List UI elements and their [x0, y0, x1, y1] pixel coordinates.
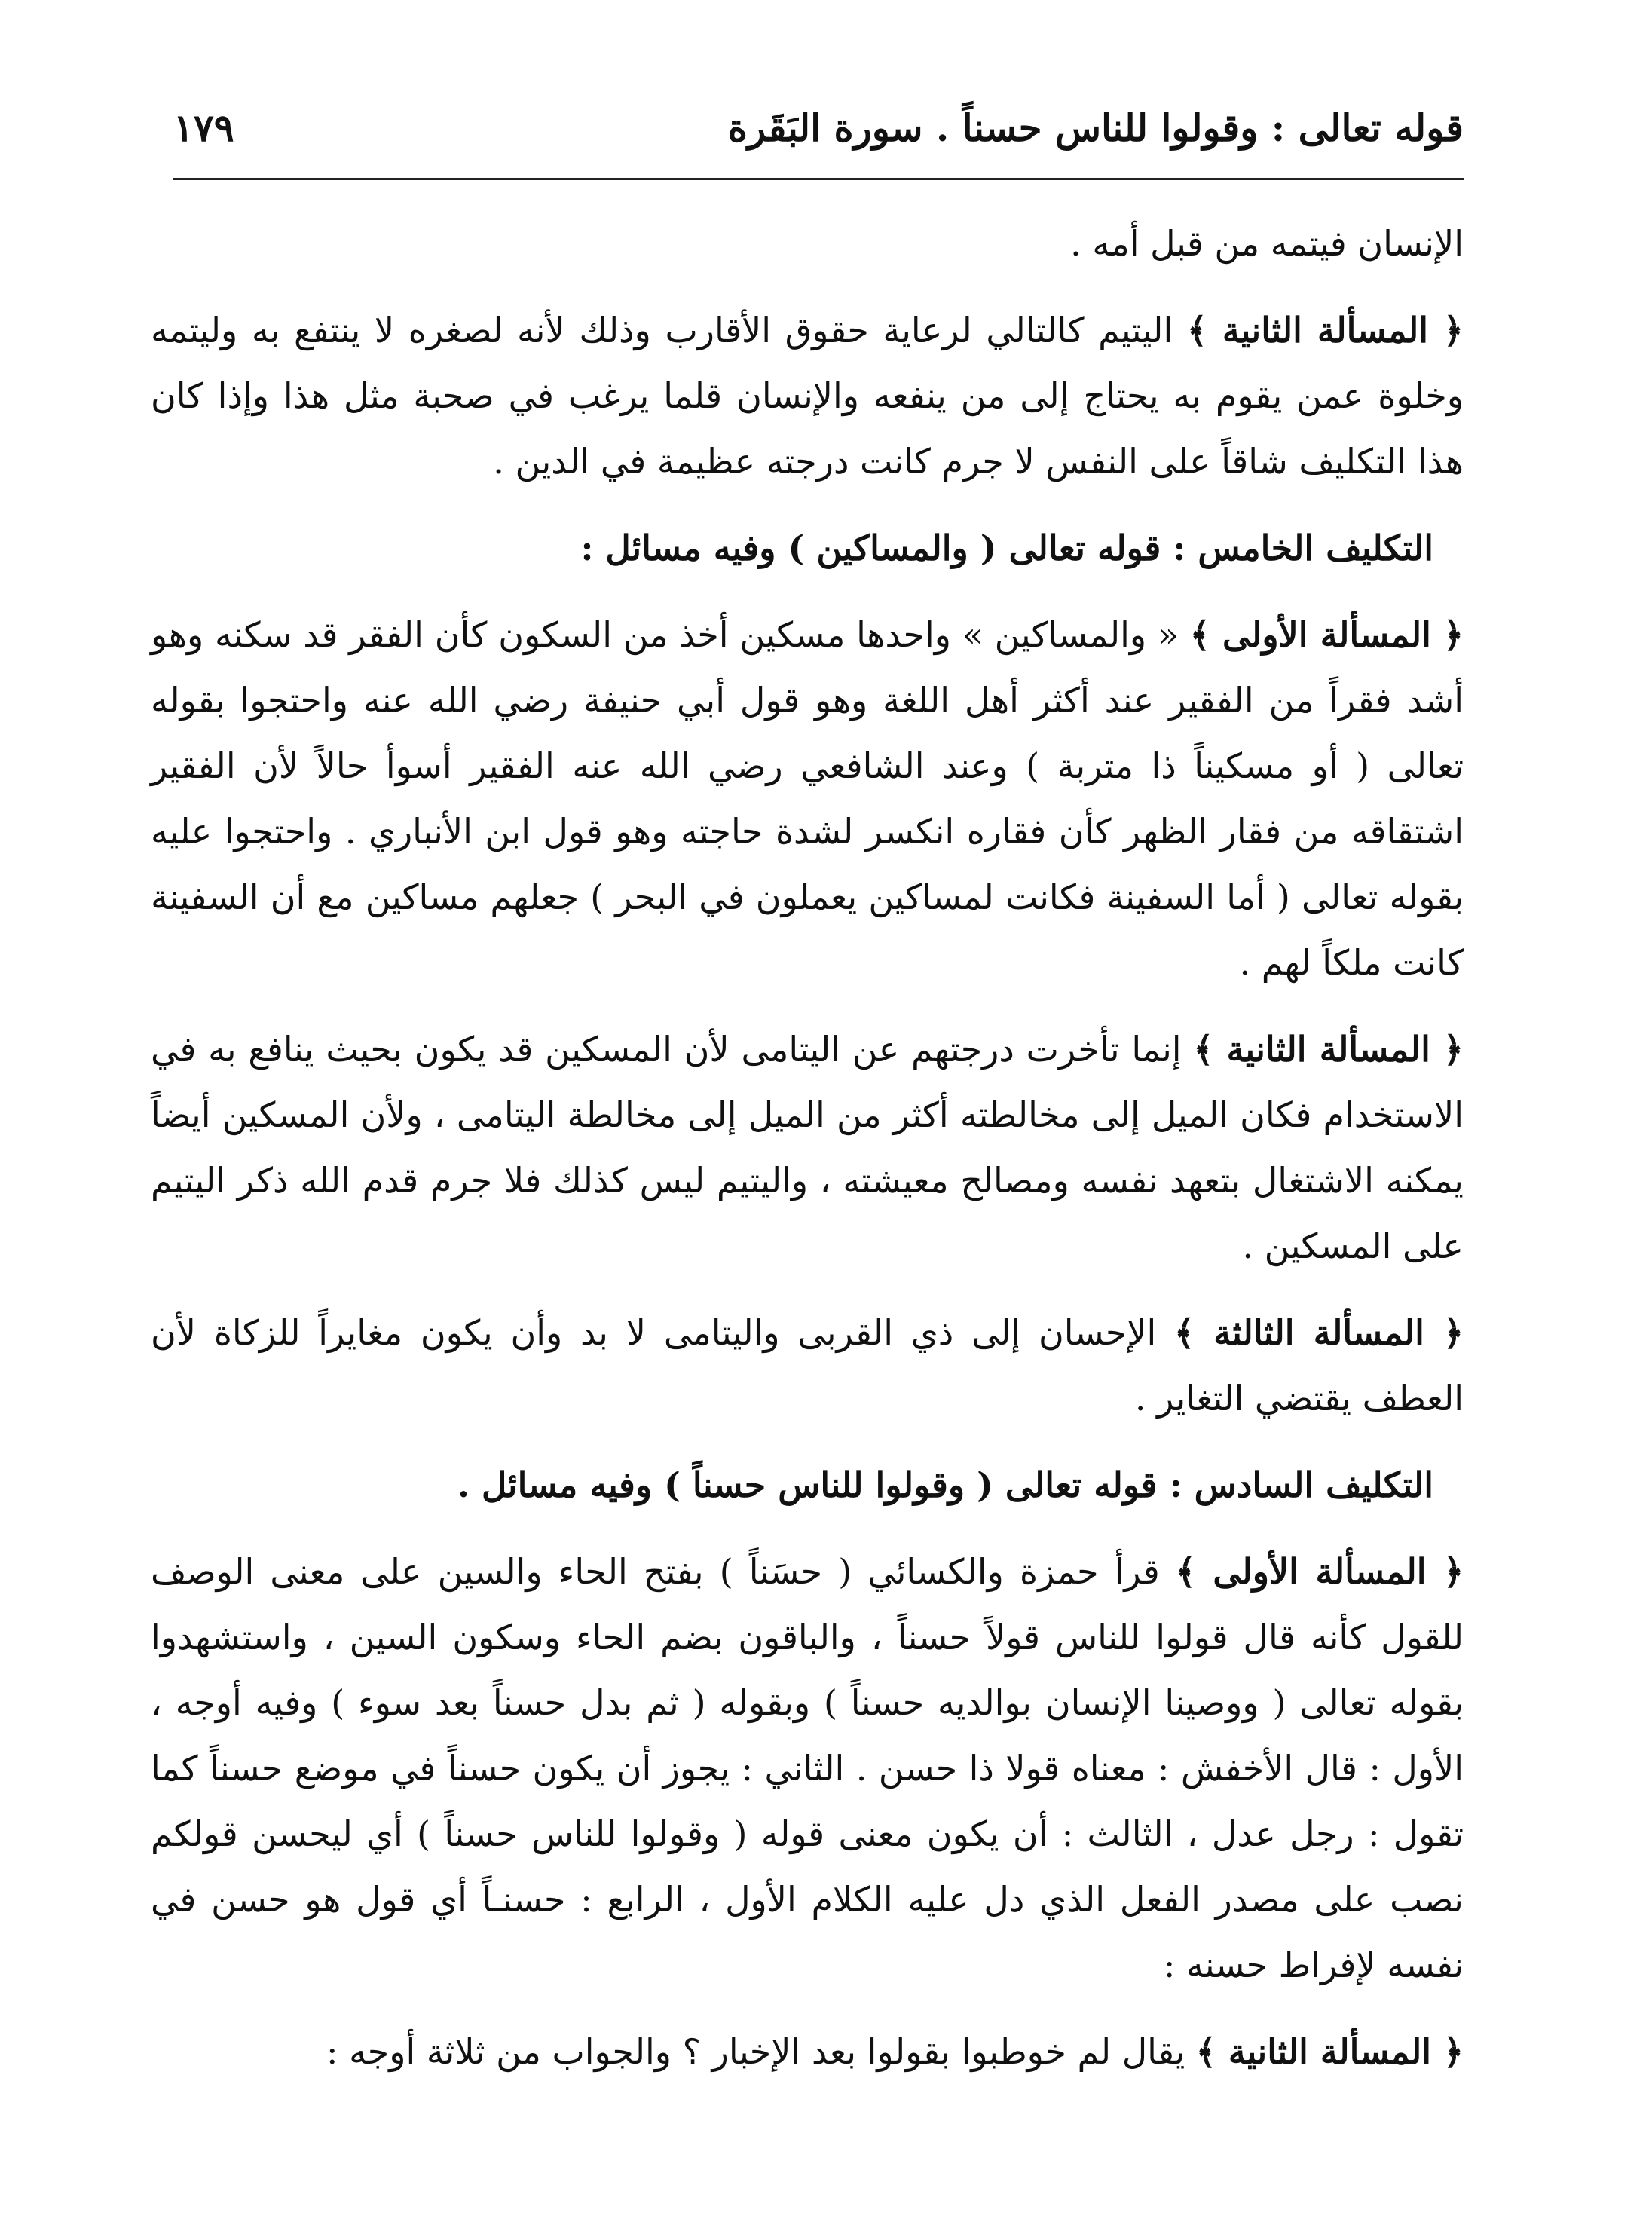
paragraph-text: قرأ حمزة والكسائي ( حسَناً ) بفتح الحاء والسين على معنى الوصف للقول كأنه قال قولوا للناس قولاً حسناً ، والباقون بضم الحاء وسكون السين ، واستشهدوا بقوله تعالى ( ووصينا الإنسان بوالديه حسناً ) وبقوله ( ثم بدل حسناً بعد سوء ) وفيه أوجه ، الأول : قال الأخفش : معناه قولا ذا حسن . الثاني : يجوز أن يكون حسناً في موضع حسناً كما تقول : رجل عدل ، الثالث : أن يكون معنى قوله ( وقولوا للناس حسناً ) أي ليحسن قولكم نصب على مصدر الفعل الذي دل عليه الكلام الأول ، الرابع : حسنـاً أي قول هو حسن في نفسه لإفراط حسنه : — [151, 1551, 1464, 1985]
header-title: قوله تعالى : وقولوا للناس حسناً . سورة البَقَرة — [727, 106, 1464, 150]
section-heading — [151, 516, 1464, 581]
paragraph — [151, 1017, 1464, 1279]
running-header — [173, 90, 1464, 158]
body-text — [151, 211, 1464, 2106]
paragraph-text: « والمساكين » واحدها مسكين أخذ من السكون كأن الفقر قد سكنه وهو أشد فقراً من الفقير عند أكثر أهل اللغة وهو قول أبي حنيفة رضي الله عنه واحتجوا بقوله تعالى ( أو مسكيناً ذا متربة ) وعند الشافعي رضي الله عنه الفقير أسوأ حالاً لأن الفقير اشتقاقه من فقار الظهر كأن فقاره انكسر لشدة حاجته وهو قول ابن الأنباري . واحتجوا عليه بقوله تعالى ( أما السفينة فكانت لمساكين يعملون في البحر ) جعلهم مساكين مع أن السفينة كانت ملكاً لهم . — [151, 614, 1464, 983]
paragraph — [151, 211, 1464, 277]
section-label: ﴿ المسألة الثانية ﴾ — [1186, 310, 1464, 350]
heading-text: التكليف الخامس : قوله تعالى ( والمساكين ) وفيه مسائل : — [580, 528, 1433, 568]
page-number: ١٧٩ — [173, 106, 234, 150]
paragraph-text: الإحسان إلى ذي القربى واليتامى لا بد وأن يكون مغايراً للزكاة لأن العطف يقتضي التغاير . — [151, 1312, 1464, 1419]
paragraph-text: إنما تأخرت درجتهم عن اليتامى لأن المسكين قد يكون بحيث ينافع به في الاستخدام فكان الميل إلى مخالطته أكثر من الميل إلى مخالطة اليتامى ، ولأن المسكين أيضاً يمكنه الاشتغال بتعهد نفسه ومصالح معيشته ، واليتيم ليس كذلك فلا جرم قدم الله ذكر اليتيم على المسكين . — [151, 1029, 1464, 1266]
paragraph-text: اليتيم كالتالي لرعاية حقوق الأقارب وذلك لأنه لصغره لا ينتفع به وليتمه وخلوة عمن يقوم به يحتاج إلى من ينفعه والإنسان قلما يرغب في صحبة مثل هذا وإذا كان هذا التكليف شاقاً على النفس لا جرم كانت درجته عظيمة في الدين . — [151, 310, 1464, 482]
paragraph — [151, 602, 1464, 996]
section-label: ﴿ المسألة الثانية ﴾ — [1193, 1029, 1464, 1070]
section-label: ﴿ المسألة الأولى ﴾ — [1189, 614, 1464, 655]
paragraph-text: الإنسان فيتمه من قبل أمه . — [1070, 223, 1464, 264]
section-heading — [151, 1452, 1464, 1518]
paragraph-text: يقال لم خوطبوا بقولوا بعد الإخبار ؟ والجواب من ثلاثة أوجه : — [326, 2031, 1185, 2072]
paragraph — [151, 1539, 1464, 1998]
paragraph — [151, 2019, 1464, 2085]
heading-text: التكليف السادس : قوله تعالى ( وقولوا للناس حسناً ) وفيه مسائل . — [457, 1464, 1433, 1505]
paragraph — [151, 1300, 1464, 1431]
section-label: ﴿ المسألة الثالثة ﴾ — [1174, 1312, 1464, 1353]
section-label: ﴿ المسألة الثانية ﴾ — [1195, 2031, 1464, 2072]
section-label: ﴿ المسألة الأولى ﴾ — [1175, 1551, 1464, 1592]
paragraph — [151, 298, 1464, 494]
header-rule — [173, 178, 1464, 180]
